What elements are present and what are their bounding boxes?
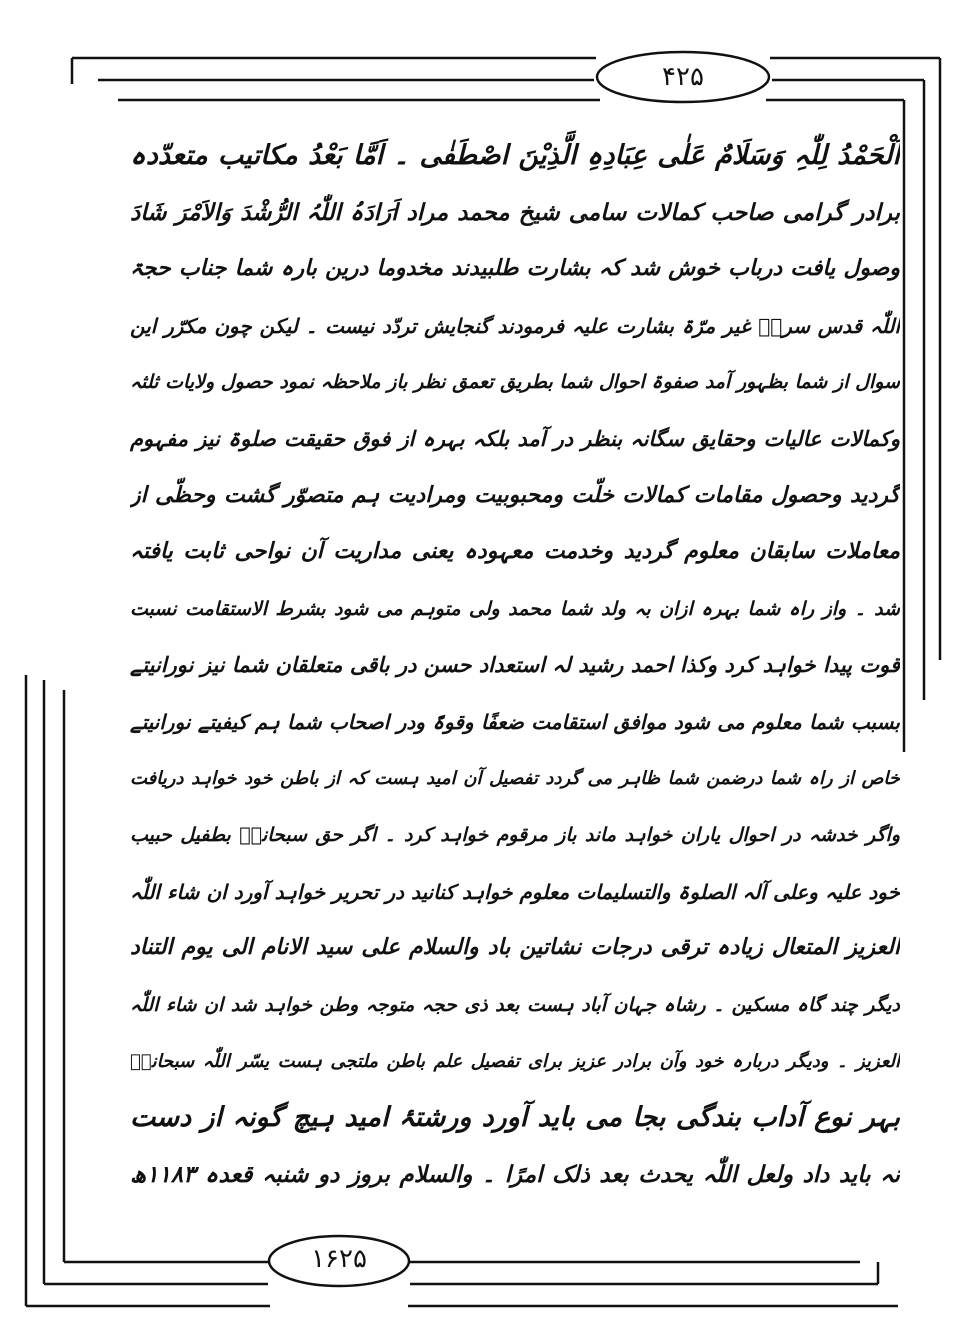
text-line: خاص از راہ شما درضمن شما ظاہر می گردد تفصیل آن امید ہست کہ از باطن خود خواہد دریافت	[130, 767, 900, 789]
text-line: اَلْحَمْدُ لِلّٰہِ وَسَلَامٌ عَلٰی عِبَادِہِ الَّذِیْنَ اصْطَفٰی ۔ اَمَّا بَعْدُ مکاتیب متعدّدہ	[130, 140, 900, 171]
text-line: برادر گرامی صاحب کمالات سامی شیخ محمد مراد اَرَادَہُ اللّٰہُ الرُّشْدَ وَالاَمْرَ شَادَ	[130, 199, 900, 226]
text-line: وصول یافت درباب خوش شد کہ بشارت طلبیدند مخدوما درین بارہ شما جناب حجۃ	[130, 256, 900, 282]
text-line: دیگر چند گاہ مسکین ۔ رشاہ جہان آباد ہست بعد ذی حجہ متوجہ وطن خواہد شد ان شاء اللّٰہ	[130, 993, 900, 1016]
text-line: بہر نوع آداب بندگی بجا می باید آورد ورشتۂ امید ہیچ گونہ از دست	[130, 1102, 900, 1134]
text-line: نہ باید داد ولعل اللّٰہ یحدث بعد ذلک امرًا ۔ والسلام بروز دو شنبہ قعدہ ۱۱۸۳ھ	[130, 1161, 900, 1188]
text-line: گردید وحصول مقامات کمالات خلّت ومحبوبیت ومرادیت ہم متصوّر گشت وحظّی از	[130, 482, 900, 508]
text-line: معاملات سابقان معلوم گردید وخدمت معہودہ یعنی مداریت آن نواحی ثابت یافتہ	[130, 539, 900, 565]
text-line: شد ۔ واز راہ شما بہرہ ازان بہ ولد شما محمد ولی متوہم می شود بشرط الاستقامت نسبت	[130, 597, 900, 620]
bottom-page-number: ۱۶۲۵	[311, 1244, 367, 1274]
text-line: اللّٰہ قدس سرہٗ غیر مرّۃ بشارت علیہ فرمودند گنجایش تردّد نیست ۔ لیکن چون مکرّر این	[130, 313, 900, 338]
text-line: العزیز ۔ ودیگر دربارہ خود وآن برادر عزیز برای تفصیل علم باطن ملتجی ہست یسّر اللّٰہ سبحانہٗ	[130, 1050, 900, 1072]
text-line: وکمالات عالیات وحقایق سگانہ بنظر در آمد بلکہ بہرہ از فوق حقیقت صلوۃ نیز مفہوم	[130, 426, 900, 451]
text-line: خود علیہ وعلی آلہ الصلوۃ والتسلیمات معلوم خواہد کنانید در تحریر خواہد آورد ان شاء اللّٰہ	[130, 879, 900, 904]
text-line: العزیز المتعال زیادہ ترقی درجات نشاتین باد والسلام علی سید الانام الی یوم التناد	[130, 935, 900, 961]
top-page-number: ۴۲۵	[662, 62, 704, 92]
letter-body	[130, 128, 900, 1203]
text-line: بسبب شما معلوم می شود موافق استقامت ضعفًا وقوۃً ودر اصحاب شما ہم کیفیتے نورانیتے	[130, 709, 900, 734]
text-line: قوت پیدا خواہد کرد وکذا احمد رشید لہ استعداد حسن در باقی متعلقان شما نیز نورانیتے	[130, 653, 900, 678]
text-line: سوال از شما بظہور آمد صفوۃ احوال شما بطریق تعمق نظر باز ملاحظہ نمود حصول ولایات ثلثہ	[130, 371, 900, 394]
text-line: واگر خدشہ در احوال یاران خواہد ماند باز مرقوم خواہد کرد ۔ اگر حق سبحانہٗ بطفیل حبیب	[130, 824, 900, 847]
